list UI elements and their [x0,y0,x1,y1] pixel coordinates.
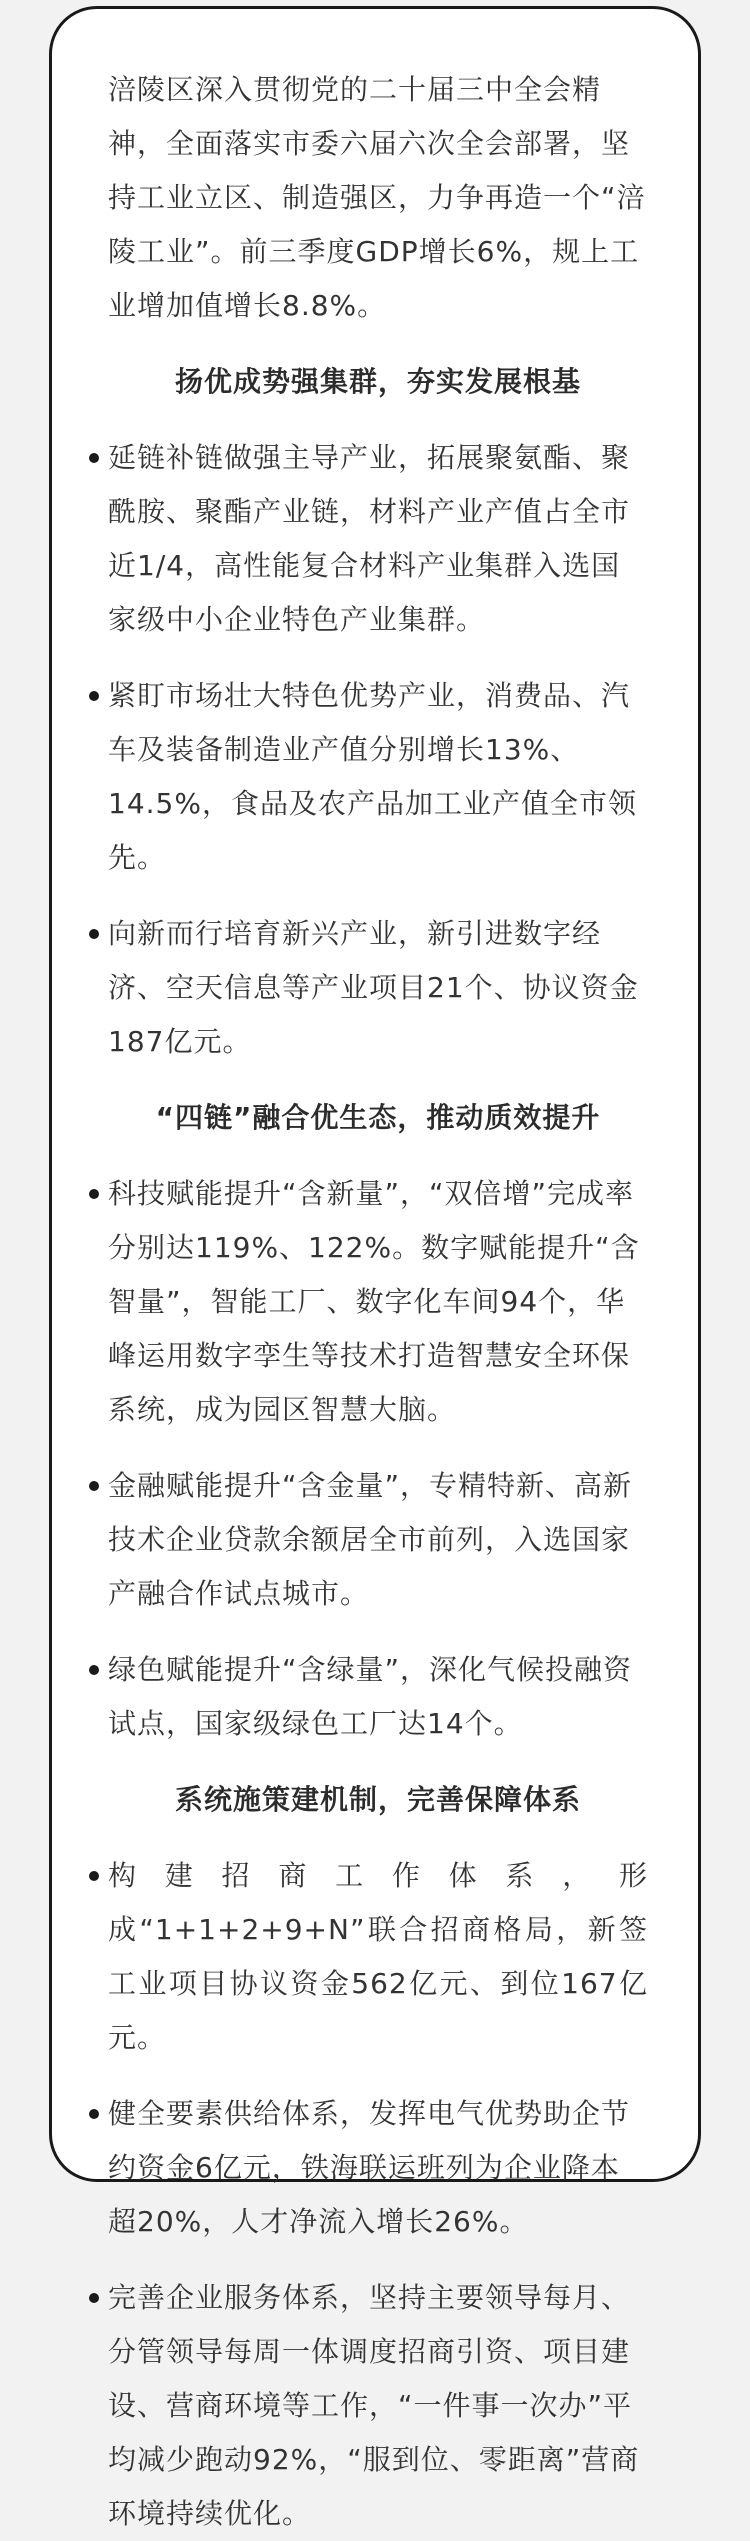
bullet-dot-icon [89,1871,99,1881]
list-item-text: 金融赋能提升“含金量”，专精特新、高新技术企业贷款余额居全市前列，入选国家产融合作试点城市。 [108,1469,633,1610]
section-heading: 扬优成势强集群，夯实发展根基 [174,365,581,398]
bullet-dot-icon [89,929,99,939]
list-item [108,1459,648,1621]
bullet-dot-icon [89,2109,99,2119]
list-item-text: 向新而行培育新兴产业，新引进数字经济、空天信息等产业项目21个、协议资金187亿元。 [108,917,639,1058]
list-item-text: 科技赋能提升“含新量”，“双倍增”完成率分别达119%、122%。数字赋能提升“含智量”，智能工厂、数字化车间94个，华峰运用数字孪生等技术打造智慧安全环保系统，成为园区智慧大脑。 [108,1177,640,1426]
list-item [108,907,648,1069]
list-item-text: 构建招商工作体系，形成“1+1+2+9+N”联合招商格局，新签工业项目协议资金562亿元、到位167亿元。 [108,1859,648,2054]
list-item-text: 紧盯市场壮大特色优势产业，消费品、汽车及装备制造业产值分别增长13%、14.5%，食品及农产品加工业产值全市领先。 [108,679,637,874]
list-item [108,2087,648,2249]
bullet-dot-icon [89,1665,99,1675]
list-item [108,2271,648,2541]
section-2 [108,1091,648,1751]
bullet-list [108,1849,648,2541]
list-item [108,1167,648,1437]
list-item [108,431,648,647]
bullet-list [108,431,648,1069]
bullet-dot-icon [89,2293,99,2303]
section-1 [108,355,648,1069]
list-item [108,1849,648,2065]
bullet-list [108,1167,648,1751]
section-heading: “四链”融合优生态，推动质效提升 [155,1101,601,1134]
list-item [108,669,648,885]
list-item [108,1643,648,1751]
intro-paragraph: 涪陵区深入贯彻党的二十届三中全会精神，全面落实市委六届六次全会部署，坚持工业立区、制造强区，力争再造一个“涪陵工业”。前三季度GDP增长6%，规上工业增加值增长8.8%。 [108,73,646,322]
list-item-text: 完善企业服务体系，坚持主要领导每月、分管领导每周一体调度招商引资、项目建设、营商环境等工作，“一件事一次办”平均减少跑动92%，“服到位、零距离”营商环境持续优化。 [108,2281,640,2530]
section-heading: 系统施策建机制，完善保障体系 [174,1783,581,1816]
bullet-dot-icon [89,691,99,701]
bullet-dot-icon [89,1189,99,1199]
list-item-text: 健全要素供给体系，发挥电气优势助企节约资金6亿元，铁海联运班列为企业降本超20%，人才净流入增长26%。 [108,2097,631,2238]
section-3 [108,1773,648,2541]
article-card [49,6,701,2530]
bullet-dot-icon [89,453,99,463]
bullet-dot-icon [89,1481,99,1491]
list-item-text: 绿色赋能提升“含绿量”，深化气候投融资试点，国家级绿色工厂达14个。 [108,1653,633,1740]
list-item-text: 延链补链做强主导产业，拓展聚氨酯、聚酰胺、聚酯产业链，材料产业产值占全市近1/4，高性能复合材料产业集群入选国家级中小企业特色产业集群。 [108,441,631,636]
